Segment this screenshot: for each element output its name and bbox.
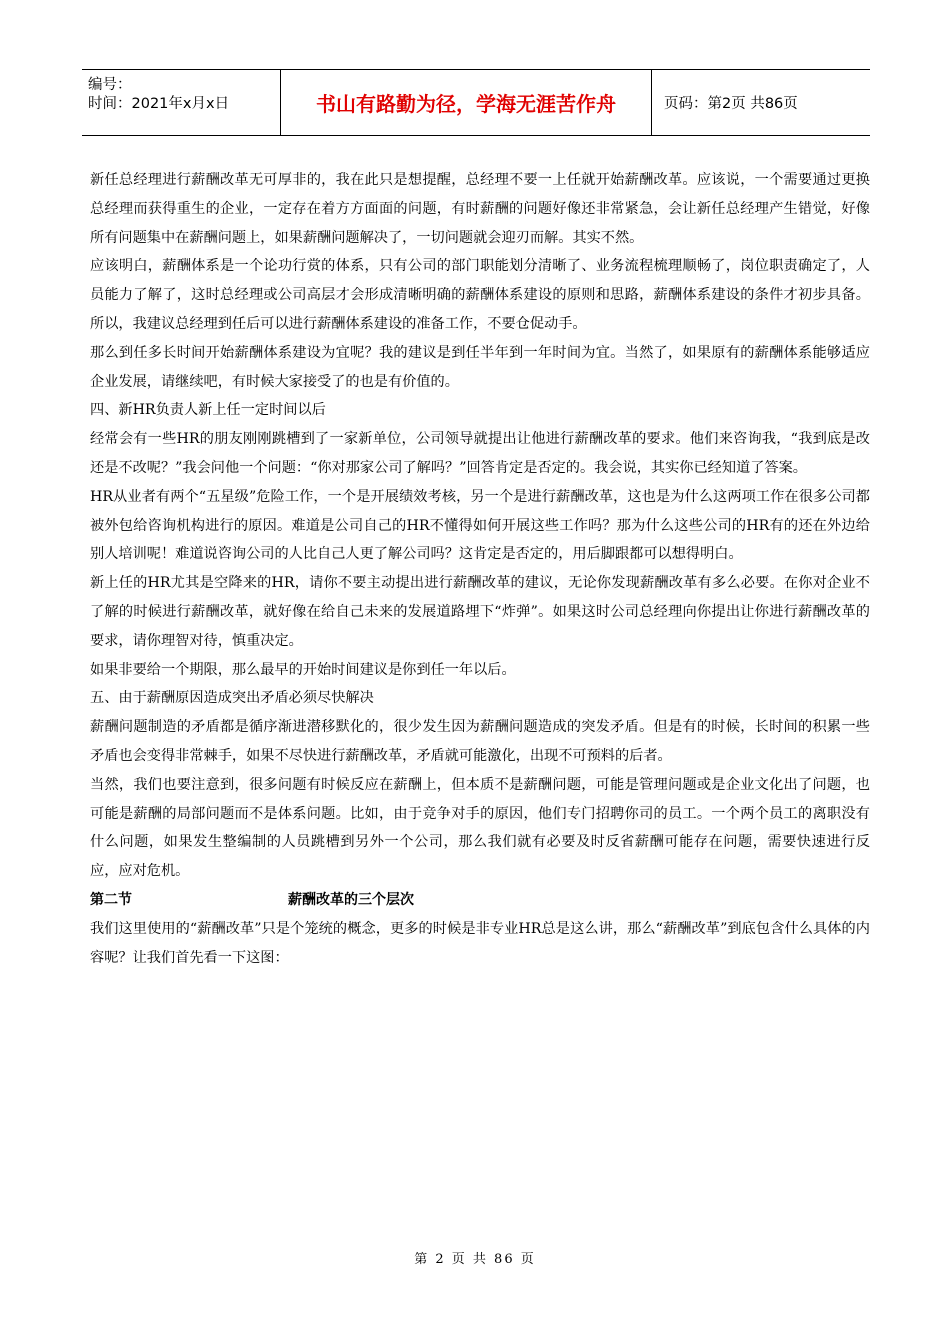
subheading: 四、新HR负责人新上任一定时间以后 [90, 402, 326, 419]
header-page-number: 页码：第2页 共86页 [664, 96, 798, 112]
body-paragraph: 我们这里使用的“薪酬改革”只是个笼统的概念，更多的时候是非专业HR总是这么讲，那么“薪酬改革”到底包含什么具体的内容呢？让我们首先看一下这图： [90, 920, 870, 966]
header-motto-cell [280, 70, 652, 135]
body-paragraph: 如果非要给一个期限，那么最早的开始时间建议是你到任一年以后。 [90, 661, 516, 678]
serial-number-label: 编号： [88, 77, 132, 93]
section-title: 薪酬改革的三个层次 [288, 891, 414, 908]
body-paragraph: 那么到任多长时间开始薪酬体系建设为宜呢？我的建议是到任半年到一年时间为宜。当然了，如果原有的薪酬体系能够适应企业发展，请继续吧，有时候大家接受了的也是有价值的。 [90, 344, 870, 390]
body-paragraph: 应该明白，薪酬体系是一个论功行赏的体系，只有公司的部门职能划分清晰了、业务流程梳理顺畅了，岗位职责确定了，人员能力了解了，这时总经理或公司高层才会形成清晰明确的薪酬体系建设的原则和思路，薪酬体系建设的条件才初步具备。所以，我建议总经理到任后可以进行薪酬体系建设的准备工作，不要仓促动手。 [90, 258, 870, 332]
body-paragraph: 新上任的HR尤其是空降来的HR，请你不要主动提出进行薪酬改革的建议，无论你发现薪酬改革有多么必要。在你对企业不了解的时候进行薪酬改革，就好像在给自己未来的发展道路埋下“炸弹”。如果这时公司总经理向你提出让你进行薪酬改革的要求，请你理智对待，慎重决定。 [90, 575, 870, 649]
section-number: 第二节 [90, 891, 132, 908]
section-heading [90, 886, 870, 915]
body-paragraph: 薪酬问题制造的矛盾都是循序渐进潜移默化的，很少发生因为薪酬问题造成的突发矛盾。但是有的时候，长时间的积累一些矛盾也会变得非常棘手，如果不尽快进行薪酬改革，矛盾就可能激化，出现不可预料的后者。 [90, 719, 870, 764]
date-label: 时间：2021年x月x日 [88, 96, 230, 112]
body-paragraph: 经常会有一些HR的朋友刚刚跳槽到了一家新单位，公司领导就提出让他进行薪酬改革的要求。他们来咨询我，“我到底是改还是不改呢？”我会问他一个问题：“你对那家公司了解吗？”回答肯定是否定的。我会说，其实你已经知道了答案。 [90, 431, 870, 476]
header-page-cell [652, 70, 870, 135]
header-motto: 书山有路勤为径，学海无涯苦作舟 [316, 92, 616, 116]
body-paragraph: 新任总经理进行薪酬改革无可厚非的，我在此只是想提醒，总经理不要一上任就开始薪酬改革。应该说，一个需要通过更换总经理而获得重生的企业，一定存在着方方面面的问题，有时薪酬的问题好像还非常紧急，会让新任总经理产生错觉，好像所有问题集中在薪酬问题上，如果薪酬问题解决了，一切问题就会迎刃而解。其实不然。 [90, 172, 870, 246]
page-footer: 第 2 页 共 86 页 [414, 1252, 536, 1267]
page-header [82, 69, 870, 136]
body-paragraph: HR从业者有两个“五星级”危险工作，一个是开展绩效考核，另一个是进行薪酬改革，这也是为什么这两项工作在很多公司都被外包给咨询机构进行的原因。难道是公司自己的HR不懂得如何开展这些工作吗？那为什么这些公司的HR有的还在外边给别人培训呢！难道说咨询公司的人比自己人更了解公司吗？这肯定是否定的，用后脚跟都可以想得明白。 [90, 488, 870, 563]
document-body [90, 166, 870, 972]
header-meta [82, 70, 280, 135]
body-paragraph: 当然，我们也要注意到，很多问题有时候反应在薪酬上，但本质不是薪酬问题，可能是管理问题或是企业文化出了问题，也可能是薪酬的局部问题而不是体系问题。比如，由于竞争对手的原因，他们专门招聘你司的员工。一个两个员工的离职没有什么问题，如果发生整编制的人员跳槽到另外一个公司，那么我们就有必要及时反省薪酬可能存在问题，需要快速进行反应，应对危机。 [90, 776, 870, 880]
subheading: 五、由于薪酬原因造成突出矛盾必须尽快解决 [90, 690, 374, 707]
